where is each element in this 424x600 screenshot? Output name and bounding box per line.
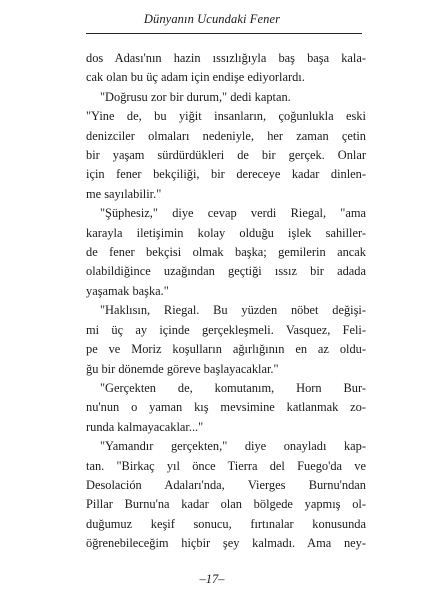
text-line: için fener bekçiliği, bir dereceye kadar dinlen- xyxy=(86,167,366,182)
text-line: tan. "Birkaç yıl önce Tierra del Fuego'da ve xyxy=(86,458,366,473)
text-line: Desolación Adaları'nda, Vierges Burnu'ndan xyxy=(86,477,366,492)
header-rule xyxy=(86,33,362,34)
text-line: pe ve Moriz koşulların ağırlığının en az oldu- xyxy=(86,342,366,357)
text-line: "Yamandır gerçekten," diye onayladı kap- xyxy=(100,439,366,454)
text-line: ğu bir dönemde göreve başlayacaklar." xyxy=(86,361,279,376)
text-line: bir yaşam sürdürdükleri de bir gerçek. Onlar xyxy=(86,148,366,163)
text-line: "Haklısın, Riegal. Bu yüzden nöbet değişi- xyxy=(100,303,366,318)
text-line: öğrenebileceğim hiçbir şey kalmadı. Ama ney- xyxy=(86,536,366,551)
text-line: me sayılabilir." xyxy=(86,186,162,201)
text-line: runda kalmayacaklar..." xyxy=(86,419,204,434)
text-line: olabildiğince uzağından geçtiği ıssız bir adada xyxy=(86,264,366,279)
text-line: dos Adası'nın hazin ıssızlığıyla baş başa kala- xyxy=(86,51,366,65)
text-line: mi üç ay içinde gerçekleşmeli. Vasquez, Feli- xyxy=(86,322,366,337)
text-line: cak olan bu üç adam için endişe ediyorlardı. xyxy=(86,70,305,85)
body-text xyxy=(86,49,366,554)
page-number: –17– xyxy=(199,572,225,586)
text-line: "Gerçekten de, komutanım, Horn Bur- xyxy=(100,380,366,395)
text-line: Pillar Burnu'na kadar olan bölgede yapmış ol- xyxy=(86,497,366,512)
text-line: karayla iletişimin kolay olduğu işlek sahiller- xyxy=(86,225,366,240)
text-line: denizciler olmaları nedeniyle, her zaman çetin xyxy=(86,128,366,143)
text-line: "Yine de, bu yiğit insanların, çoğunlukla eski xyxy=(86,109,366,124)
text-line: nu'nun o yaman kış mevsimine katlanmak zo- xyxy=(86,400,366,415)
text-line: "Doğrusu zor bir durum," dedi kaptan. xyxy=(100,89,291,104)
text-line: de fener bekçisi olmak başka; gemilerin ancak xyxy=(86,245,366,260)
text-line: "Şüphesiz," diye cevap verdi Riegal, "ama xyxy=(100,206,366,221)
text-line: duğumuz keşif sonucu, fırtınalar konusunda xyxy=(86,516,366,531)
running-header-title: Dünyanın Ucundaki Fener xyxy=(143,12,281,26)
text-line: yaşamak başka." xyxy=(86,283,169,298)
